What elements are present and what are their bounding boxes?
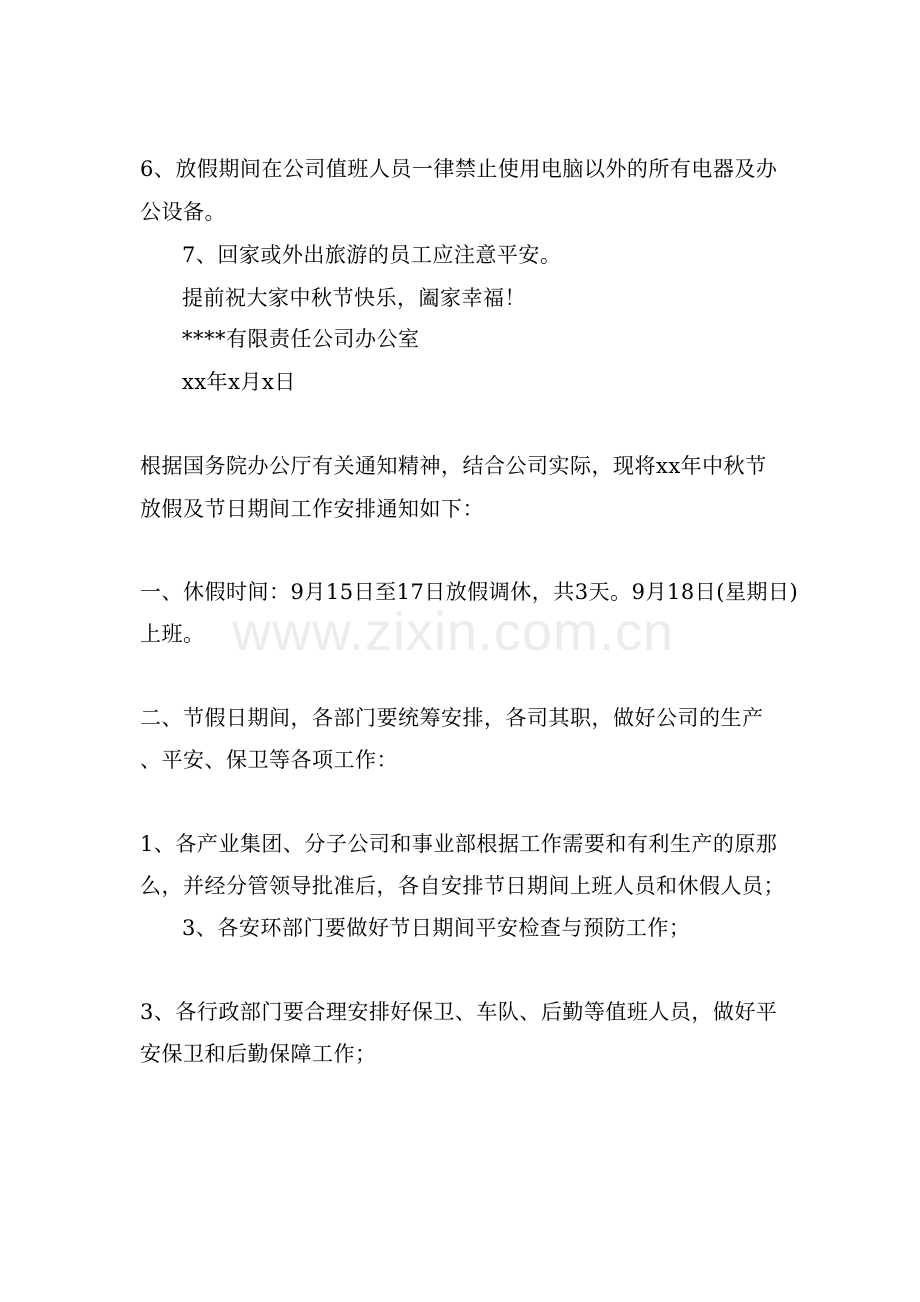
paragraph-line: 6、放假期间在公司值班人员一律禁止使用电脑以外的所有电器及办 [140,157,778,181]
paragraph-line: 提前祝大家中秋节快乐，阖家幸福！ [182,286,526,310]
paragraph-line: 么，并经分管领导批准后，各自安排节日期间上班人员和休假人员； [140,874,785,898]
paragraph-line: 放假及节日期间工作安排通知如下： [140,497,484,521]
paragraph-line: 3、各安环部门要做好节日期间平安检查与预防工作； [182,916,691,940]
paragraph-line: 3、各行政部门要合理安排好保卫、车队、后勤等值班人员，做好平 [140,1000,778,1024]
paragraph-line: 公设备。 [140,200,226,224]
paragraph-line: 二、节假日期间，各部门要统筹安排，各司其职，做好公司的生产 [140,706,764,730]
paragraph-line: 根据国务院办公厅有关通知精神，结合公司实际，现将xx年中秋节 [140,454,767,478]
watermark: www.zixin.com.cn [232,602,675,662]
paragraph-line: 1、各产业集团、分子公司和事业部根据工作需要和有利生产的原那 [140,832,778,856]
signature-date: xx年x月x日 [182,370,296,394]
paragraph-line: 、平安、保卫等各项工作： [140,748,398,772]
paragraph-line: 一、休假时间：9月15日至17日放假调休，共3天。9月18日(星期日) [140,580,799,604]
signature-org: ****有限责任公司办公室 [182,327,420,351]
paragraph-line: 安保卫和后勤保障工作； [140,1042,377,1066]
paragraph-line: 7、回家或外出旅游的员工应注意平安。 [182,243,562,267]
paragraph-line: 上班。 [140,622,205,646]
